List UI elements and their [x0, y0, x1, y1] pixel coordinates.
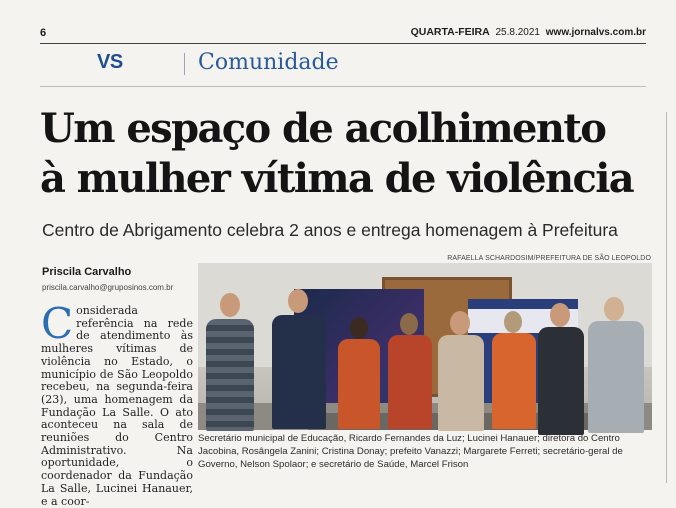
website-link[interactable]: www.jornalvs.com.br — [545, 27, 646, 38]
byline — [42, 266, 173, 292]
headline-line-1: Um espaço de acolhimento — [40, 105, 606, 152]
page-number: 6 — [40, 27, 47, 39]
vs-logo: VS — [97, 51, 123, 73]
page-header — [40, 22, 646, 42]
edition-date: 25.8.2021 — [495, 27, 540, 38]
header-rule — [40, 43, 646, 44]
headline-line-2: à mulher vítima de violência — [40, 155, 634, 202]
edition-line — [411, 26, 646, 38]
article-body — [41, 299, 193, 508]
article-subtitle: Centro de Abrigamento celebra 2 anos e entrega homenagem à Prefeitura — [42, 220, 618, 240]
weekday: QUARTA-FEIRA — [410, 26, 490, 38]
author-email[interactable]: priscila.carvalho@gruposinos.com.br — [42, 283, 174, 292]
photo-caption: Secretário municipal de Educação, Ricardo Fernandes da Luz; Lucinei Hanauer; diretora do Centro Jacobina, Rosângela Zanini; Cristina Donay; prefeito Vanazzi; Margarete Ferreti; secretário-geral de Governo, Nelson Spolaor; e secretário de Saúde, Marcel Frison — [198, 433, 623, 471]
section-divider — [184, 53, 185, 75]
section-bar — [40, 47, 646, 81]
photo-credit: RAFAELLA SCHARDOSIM/PREFEITURA DE SÃO LEOPOLDO — [447, 255, 651, 262]
section-rule — [40, 86, 646, 87]
article-photo — [198, 263, 652, 430]
drop-cap: C — [41, 299, 74, 348]
body-paragraph: onsiderada referência na rede de atendimento às mulheres vítimas de violência no Estado, o município de São Leopoldo recebeu, na segunda-feira (23), uma homenagem da Fundação La Salle. O ato aconteceu na sala de reuniões do Centro Administrativo. Na oportunidade, o coordenador da Fundação La Salle, Lucinei Hanauer, e a coor- — [41, 304, 193, 508]
column-rule — [666, 112, 667, 483]
author-name: Priscila Carvalho — [42, 266, 132, 278]
article-headline — [40, 104, 660, 204]
section-title: Comunidade — [198, 50, 339, 75]
